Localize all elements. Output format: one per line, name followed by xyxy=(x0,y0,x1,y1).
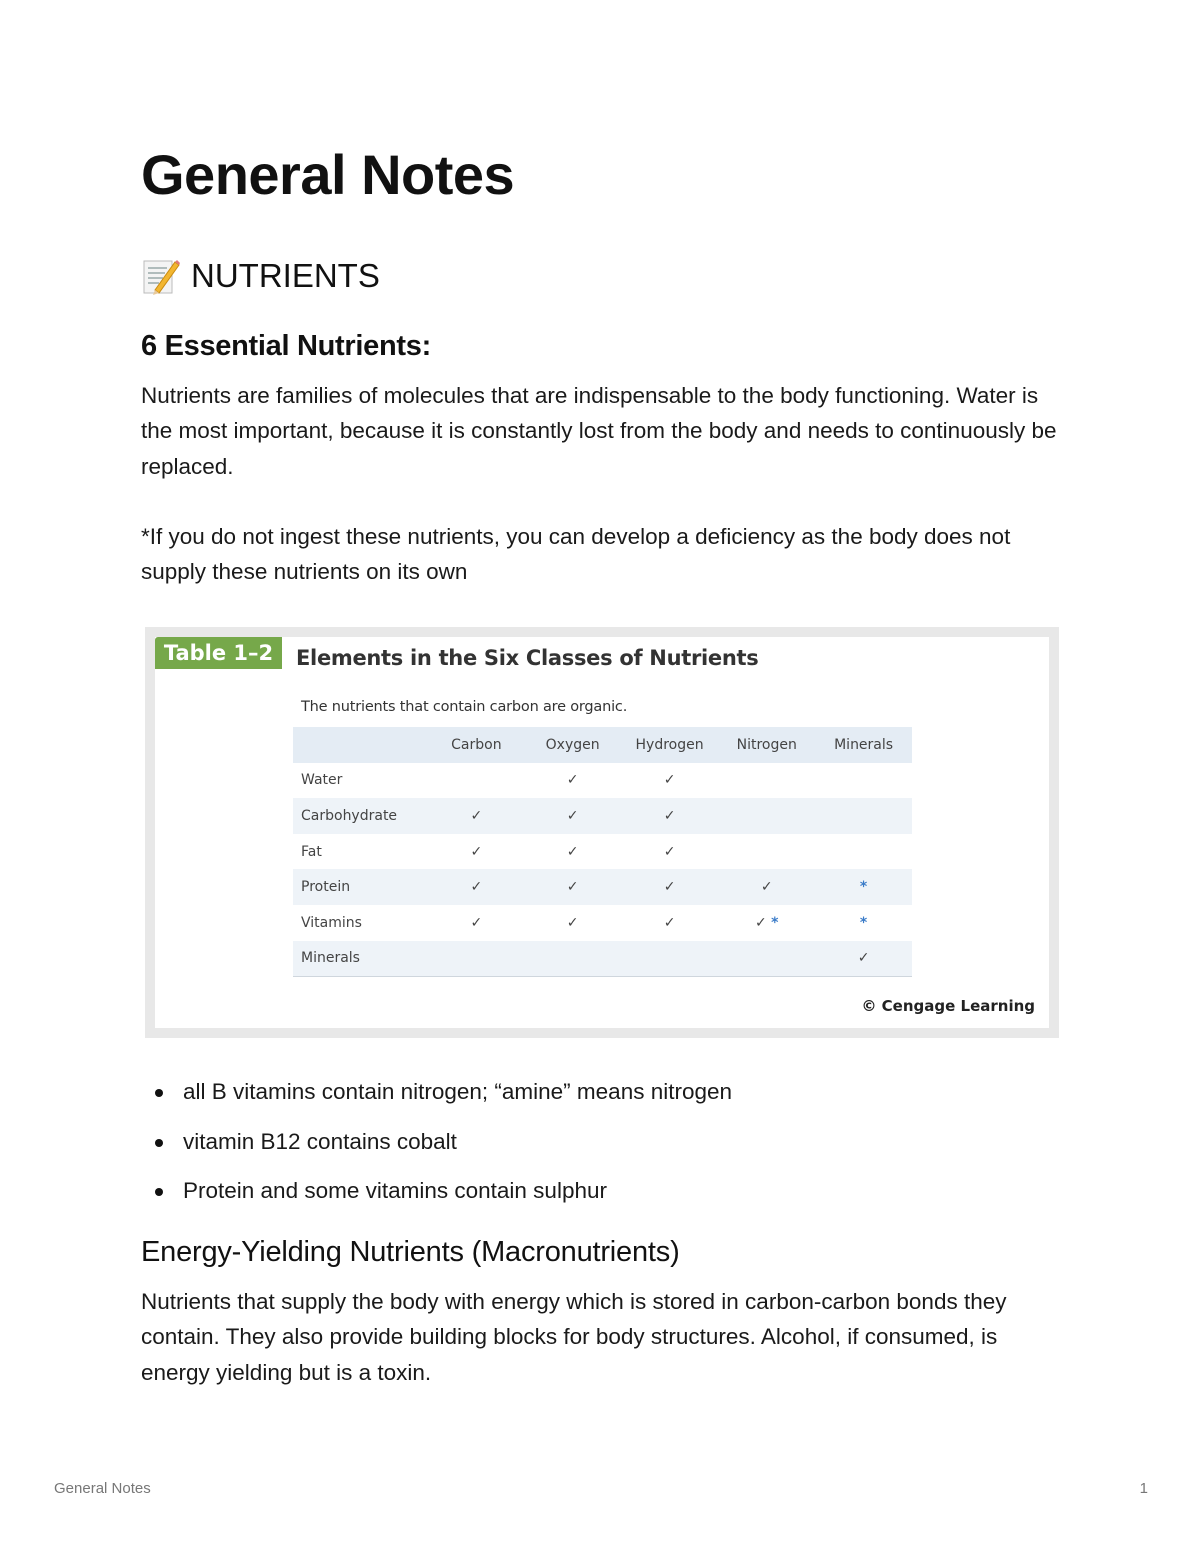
table-cell xyxy=(428,834,524,870)
table-cell xyxy=(428,869,524,905)
check-mark: ✓ xyxy=(566,843,579,860)
figure-subtitle: The nutrients that contain carbon are organic. xyxy=(301,699,628,715)
nutrients-table-figure xyxy=(145,627,1059,1038)
column-header: Carbon xyxy=(451,736,502,753)
table-cell xyxy=(718,941,815,977)
table-badge: Table 1–2 xyxy=(155,637,282,669)
table-cell xyxy=(815,941,912,977)
table-row xyxy=(293,869,912,905)
figure-panel xyxy=(155,637,1049,1028)
check-mark: ✓ xyxy=(470,879,483,896)
check-mark: ✓ xyxy=(663,772,676,789)
table-cell xyxy=(718,834,815,870)
footer-title: General Notes xyxy=(54,1480,151,1497)
check-mark: ✓ xyxy=(754,914,767,931)
table-cell xyxy=(621,905,718,941)
table-cell xyxy=(621,834,718,870)
table-row xyxy=(293,798,912,834)
table-cell xyxy=(524,905,620,941)
check-mark: ✓ xyxy=(470,807,483,824)
check-mark: ✓ xyxy=(663,914,676,931)
table-cell xyxy=(428,763,524,799)
column-header: Minerals xyxy=(834,736,894,753)
check-mark: ✓ xyxy=(663,843,676,860)
table-cell xyxy=(524,798,620,834)
check-mark: ✓ xyxy=(663,807,676,824)
check-mark: ✓ xyxy=(857,950,870,967)
figure-title: Elements in the Six Classes of Nutrients xyxy=(296,646,759,670)
asterisk-mark: * xyxy=(859,879,868,896)
check-mark: ✓ xyxy=(470,914,483,931)
header-blank xyxy=(293,727,428,763)
asterisk-mark: * xyxy=(859,914,868,931)
deficiency-note: *If you do not ingest these nutrients, you can develop a deficiency as the body does not supply these nutrients on its own xyxy=(141,524,1011,585)
check-mark: ✓ xyxy=(566,914,579,931)
table-cell xyxy=(428,798,524,834)
table-header-row xyxy=(293,727,912,763)
check-mark: ✓ xyxy=(760,879,773,896)
table-cell xyxy=(815,798,912,834)
table-cell xyxy=(621,941,718,977)
table-cell xyxy=(621,763,718,799)
table-row xyxy=(293,834,912,870)
energy-paragraph: Nutrients that supply the body with energy which is stored in carbon-carbon bonds they contain. They also provide building blocks for body structures. Alcohol, if consumed, is energy yielding but is a toxin. xyxy=(141,1289,1007,1385)
essential-paragraph: Nutrients are families of molecules that are indispensable to the body functioning. Water is the most important, because it is constantly lost from the body and needs to continuously be replaced. xyxy=(141,383,1057,479)
check-mark: ✓ xyxy=(566,772,579,789)
row-label: Carbohydrate xyxy=(301,807,398,824)
table-cell xyxy=(718,905,815,941)
table-cell xyxy=(524,941,620,977)
check-mark: ✓ xyxy=(566,807,579,824)
list-item: all B vitamins contain nitrogen; “amine” means nitrogen xyxy=(141,1072,732,1122)
table-cell xyxy=(524,763,620,799)
section-heading-nutrients xyxy=(141,256,380,296)
column-header: Oxygen xyxy=(545,736,600,753)
table-cell xyxy=(718,869,815,905)
check-mark: ✓ xyxy=(663,879,676,896)
table-row xyxy=(293,941,912,977)
table-cell xyxy=(815,905,912,941)
table-cell xyxy=(524,834,620,870)
table-cell xyxy=(718,763,815,799)
row-label: Vitamins xyxy=(301,914,362,931)
energy-yielding-heading: Energy-Yielding Nutrients (Macronutrients) xyxy=(141,1236,680,1268)
section-heading-label: NUTRIENTS xyxy=(191,257,380,294)
table-row xyxy=(293,905,912,941)
table-cell xyxy=(815,834,912,870)
table-cell xyxy=(621,798,718,834)
page-title: General Notes xyxy=(141,143,515,206)
table-cell xyxy=(718,798,815,834)
check-mark: ✓ xyxy=(470,843,483,860)
table-cell xyxy=(815,763,912,799)
column-header: Nitrogen xyxy=(736,736,797,753)
row-label: Protein xyxy=(301,879,351,896)
check-mark: ✓ xyxy=(566,879,579,896)
table-cell xyxy=(524,869,620,905)
row-label: Minerals xyxy=(301,950,360,967)
memo-icon xyxy=(141,256,181,296)
essential-nutrients-heading: 6 Essential Nutrients: xyxy=(141,330,431,362)
list-item: vitamin B12 contains cobalt xyxy=(141,1122,732,1172)
row-label: Water xyxy=(301,772,343,789)
bullet-list xyxy=(141,1072,732,1221)
page-number: 1 xyxy=(1139,1480,1148,1497)
column-header: Hydrogen xyxy=(635,736,704,753)
table-cell xyxy=(815,869,912,905)
list-item: Protein and some vitamins contain sulphur xyxy=(141,1171,732,1221)
table-cell xyxy=(621,869,718,905)
image-credit: © Cengage Learning xyxy=(861,997,1035,1015)
row-label: Fat xyxy=(301,843,322,860)
table-cell xyxy=(428,941,524,977)
table-row xyxy=(293,763,912,799)
table-cell xyxy=(428,905,524,941)
asterisk-mark: * xyxy=(771,914,779,931)
nutrient-elements-table xyxy=(293,727,912,977)
